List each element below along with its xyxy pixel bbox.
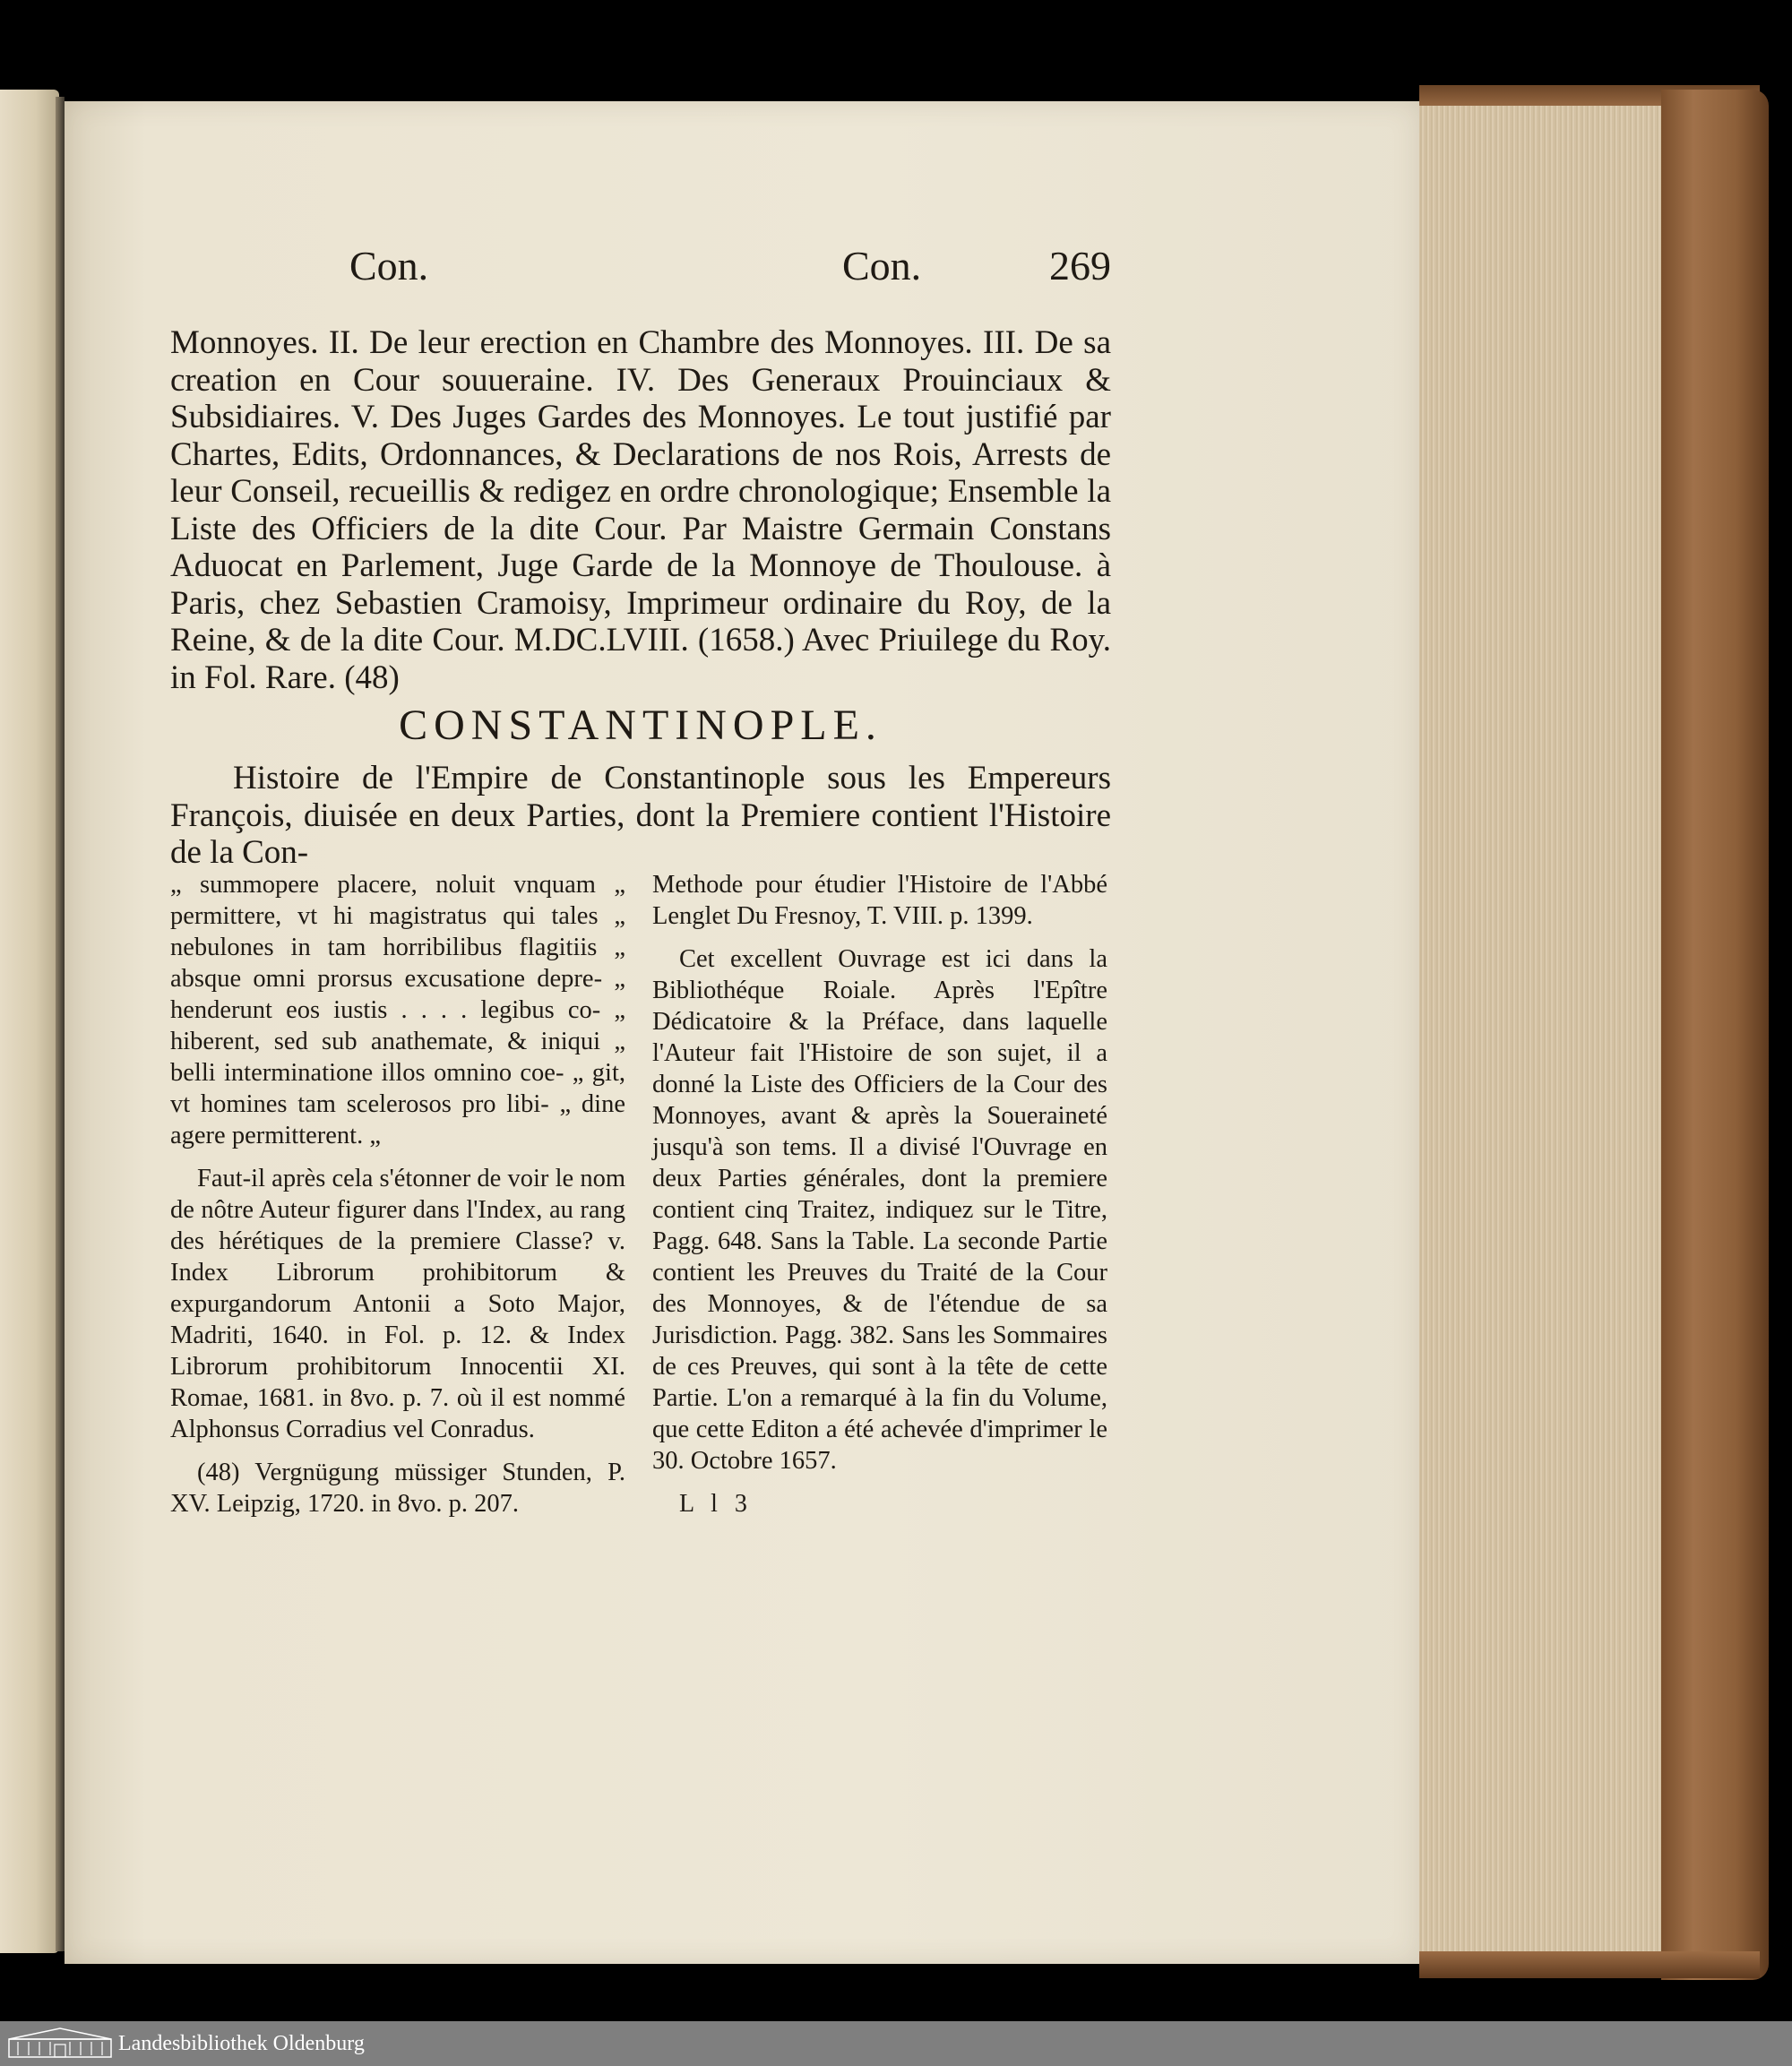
page-edges xyxy=(1419,106,1661,1951)
page-number: 269 xyxy=(1049,243,1111,288)
header-center: Con. xyxy=(842,243,922,288)
main-paragraph: Monnoyes. II. De leur erection en Chambre des Monnoyes. III. De sa creation en Cour souueraine. IV. Des Generaux Prouinciaux & Subsidiaires. V. Des Juges Gardes des Monnoyes. Le tout justifié par Chartes, Edits, Ordonnances, & Declarations de nos Rois, Arrests de leur Conseil, recueillis & redigez en ordre chronologique; Ensemble la Liste des Officiers de la dite Cour. Par Maistre Germain Constans Aduocat en Parlement, Juge Garde de la Monnoye de Thoulouse. à Paris, chez Sebastien Cramoisy, Imprimeur ordinaire du Roy, de la Reine, & de la dite Cour. M.DC.LVIII. (1658.) Avec Priuilege du Roy. in Fol. Rare. (48) xyxy=(170,324,1111,696)
right-paragraph-1: Methode pour étudier l'Histoire de l'Abbé Lenglet Du Fresnoy, T. VIII. p. 1399. xyxy=(652,871,1107,930)
right-paragraph-2: Cet excellent Ouvrage est ici dans la Bibliothéque Roiale. Après l'Epître Dédicatoire & la Préface, dans laquelle l'Auteur fait l'Histoire de son sujet, il a donné la Liste des Officiers de la Cour des Monnoyes, avant & après la Soueraineté jusqu'à son tems. Il a divisé l'Ouvrage en deux Parties générales, dont la premiere contient cinq Traitez, indiquez sur le Titre, Pagg. 648. Sans la Table. La seconde Partie contient les Preuves du Traité de la Cour des Monnoyes, & de l'étendue de sa Jurisdiction. Pagg. 382. Sans les Sommaires de ces Preuves, qui sont à la tête de cette Partie. L'on a remarqué à la fin du Volume, que cette Editon a été achevée d'imprimer le 30. Octobre 1657. xyxy=(652,945,1107,1475)
header-left: Con. xyxy=(349,243,429,288)
left-column xyxy=(170,869,625,1531)
right-column xyxy=(652,869,1107,1519)
latin-quote: „ summopere placere, noluit vnquam „ permittere, vt hi magistratus qui tales „ nebulones in tam horribilibus flagitiis „ absque omni prorsus excusatione depre- „ henderunt eos iustis . . . . legibus co- „ hiberent, sed sub anathemate, & iniqui „ belli interminatione illos omnino coe- „ git, vt homines tam scelerosos pro libi- „ dine agere permitterent. „ xyxy=(170,871,625,1149)
footer-bar xyxy=(0,2021,1792,2066)
left-paragraph: Faut-il après cela s'étonner de voir le nom de nôtre Auteur figurer dans l'Index, au rang des hérétiques de la premiere Classe? v. Index Librorum prohibitorum & expurgandorum Antonii a Soto Major, Madriti, 1640. in Fol. p. 12. & Index Librorum prohibitorum Innocentii XI. Romae, 1681. in 8vo. p. 7. où il est nommé Alphonsus Corradius vel Conradus. xyxy=(170,1165,625,1443)
footnote: (48) Vergnügung müssiger Stunden, P. XV. Leipzig, 1720. in 8vo. p. 207. xyxy=(170,1459,625,1518)
library-name: Landesbibliothek Oldenburg xyxy=(118,2032,365,2055)
left-page-edge xyxy=(0,90,59,1953)
entry-title: Histoire de l'Empire de Constantinople sous les Empereurs François, diuisée en deux Parties, dont la Premiere contient l'Histoire de la Con- xyxy=(170,760,1111,871)
library-building-icon xyxy=(7,2027,113,2061)
signature-mark: L l 3 xyxy=(679,1490,753,1518)
section-heading: CONSTANTINOPLE. xyxy=(399,702,883,749)
running-header xyxy=(170,242,1111,296)
cover-bottom xyxy=(1419,1951,1760,1978)
book-gutter xyxy=(56,97,65,1951)
leather-cover xyxy=(1661,90,1769,1980)
